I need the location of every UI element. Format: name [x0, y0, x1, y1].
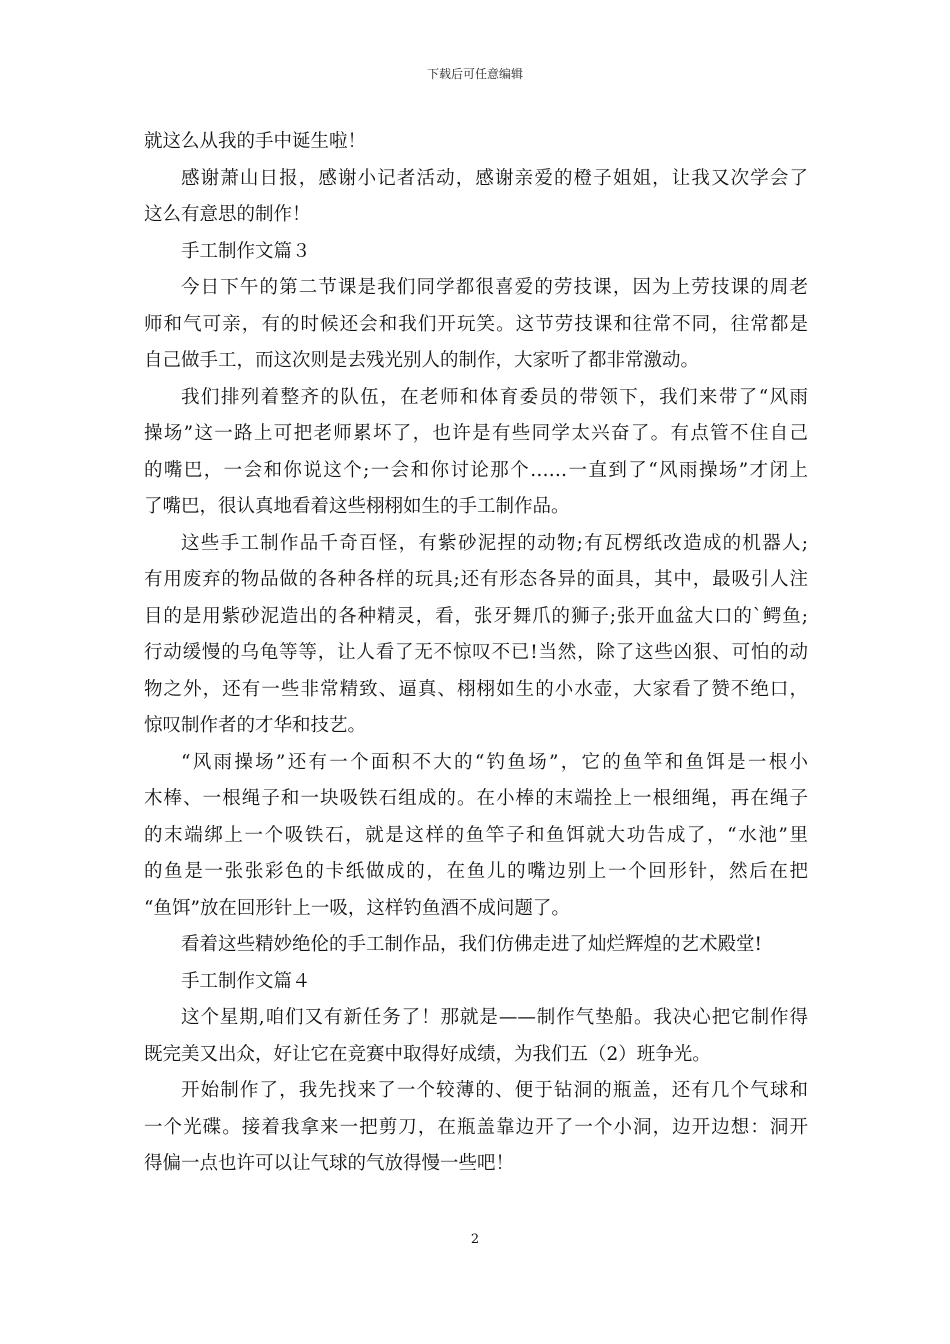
- text-line: 看着这些精妙绝伦的手工制作品，我们仿佛走进了灿烂辉煌的艺术殿堂!: [181, 934, 762, 955]
- text-line: 这个星期,咱们又有新任务了！那就是——制作气垫船。我决心把它制作得: [181, 1007, 808, 1028]
- text-line: 开始制作了，我先找来了一个较薄的、便于钻洞的瓶盖，还有几个气球和: [181, 1080, 808, 1101]
- text-line: 的末端绑上一个吸铁石，就是这样的鱼竿子和鱼饵就大功告成了，“水池”里: [144, 824, 808, 846]
- text-line: 就这么从我的手中诞生啦！: [144, 131, 367, 152]
- text-line: 目的是用紫砂泥造出的各种精灵，看，张牙舞爪的狮子;张开血盆大口的`鳄鱼;: [144, 605, 808, 627]
- text-line: 手工制作文篇３: [181, 240, 311, 262]
- text-line: “鱼饵”放在回形针上一吸，这样钓鱼酒不成问题了。: [144, 897, 570, 919]
- document-body: [144, 124, 808, 1183]
- text-line: 的嘴巴，一会和你说这个;一会和你讨论那个……一直到了“风雨操场”才闭上: [144, 459, 808, 481]
- text-line: 了嘴巴，很认真地看着这些栩栩如生的手工制作品。: [144, 496, 570, 517]
- page-number: 2: [470, 1232, 480, 1247]
- text-line: 的鱼是一张张彩色的卡纸做成的，在鱼儿的嘴边别上一个回形针，然后在把: [144, 861, 808, 882]
- text-line: 感谢萧山日报，感谢小记者活动，感谢亲爱的橙子姐姐，让我又次学会了: [181, 167, 808, 189]
- text-line: 有用废弃的物品做的各种各样的玩具;还有形态各异的面具，其中，最吸引人注: [144, 569, 808, 590]
- text-line: 得偏一点也许可以让气球的气放得慢一些吧！: [144, 1153, 515, 1174]
- text-line: 木棒、一根绳子和一块吸铁石组成的。在小棒的末端拴上一根细绳，再在绳子: [144, 788, 808, 809]
- text-line: 物之外，还有一些非常精致、逼真、栩栩如生的小水壶，大家看了赞不绝口，: [144, 678, 808, 700]
- text-line: 既完美又出众，好让它在竞赛中取得好成绩，为我们五（2）班争光。: [144, 1043, 711, 1065]
- page-header: 下载后可任意编辑: [426, 67, 523, 81]
- text-line: 师和气可亲，有的时候还会和我们开玩笑。这节劳技课和往常不同，往常都是: [144, 313, 808, 335]
- text-line: 今日下午的第二节课是我们同学都很喜爱的劳技课，因为上劳技课的周老: [181, 277, 808, 298]
- text-line: 一个光碟。接着我拿来一把剪刀，在瓶盖靠边开了一个小洞，边开边想：洞开: [144, 1116, 808, 1138]
- text-line: 自己做手工，而这次则是去残光别人的制作，大家听了都非常激动。: [144, 350, 700, 371]
- text-line: 手工制作文篇４: [181, 970, 311, 992]
- text-line: 惊叹制作者的才华和技艺。: [144, 715, 367, 736]
- text-line: “风雨操场”还有一个面积不大的“钓鱼场”，它的鱼竿和鱼饵是一根小: [181, 751, 808, 773]
- text-line: 行动缓慢的乌龟等等，让人看了无不惊叹不已!当然，除了这些凶狠、可怕的动: [144, 642, 808, 663]
- text-line: 我们排列着整齐的队伍，在老师和体育委员的带领下，我们来带了“风雨: [181, 386, 808, 408]
- text-line: 这么有意思的制作！: [144, 204, 311, 225]
- text-line: 操场”这一路上可把老师累坏了，也许是有些同学太兴奋了。有点管不住自己: [144, 423, 808, 444]
- text-line: 这些手工制作品千奇百怪，有紫砂泥捏的动物;有瓦楞纸改造成的机器人;: [181, 532, 808, 554]
